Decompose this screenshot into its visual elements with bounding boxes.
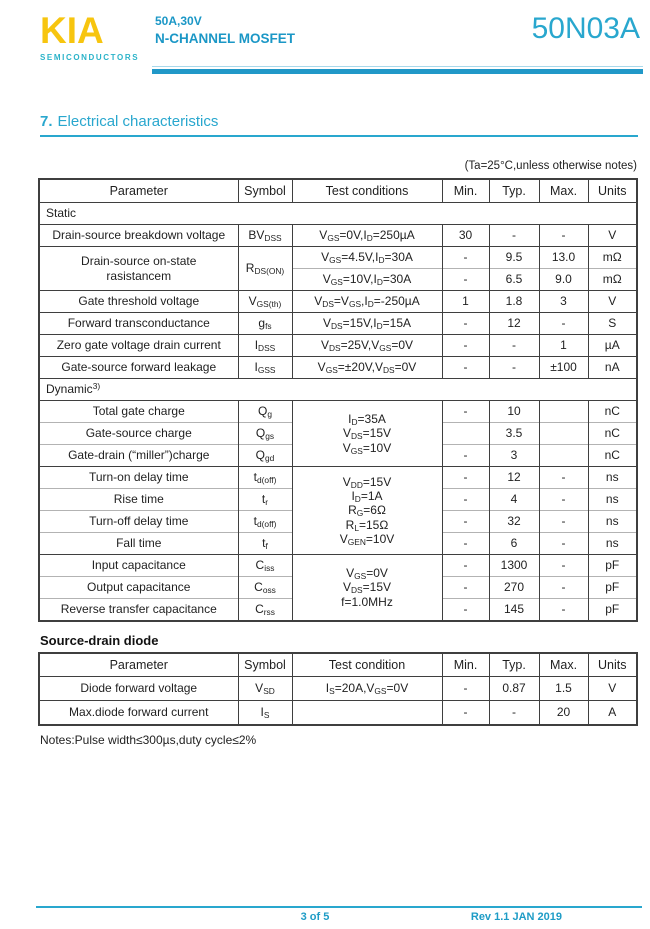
cell-min: - bbox=[442, 511, 489, 533]
cell-test-conditions: $V_{DS}=15V,I_D=15A$ bbox=[292, 313, 442, 335]
table-row bbox=[39, 247, 637, 269]
cell-min: 30 bbox=[442, 225, 489, 247]
cell-symbol: $t_{d(off)}$ bbox=[238, 467, 292, 489]
cell-min: - bbox=[442, 445, 489, 467]
cell-symbol: $I_{DSS}$ bbox=[238, 335, 292, 357]
cell-test-conditions bbox=[292, 701, 442, 726]
section-heading-text: Electrical characteristics bbox=[57, 113, 219, 130]
table-row bbox=[39, 555, 637, 577]
kia-logo-subtext: SEMICONDUCTORS bbox=[40, 53, 140, 62]
cell-min: - bbox=[442, 489, 489, 511]
cell-typ: 6 bbox=[489, 533, 539, 555]
footer-divider bbox=[36, 906, 642, 908]
cell-symbol: $I_{GSS}$ bbox=[238, 357, 292, 379]
cell-symbol: $C_{oss}$ bbox=[238, 577, 292, 599]
column-header-parameter: Parameter bbox=[39, 653, 238, 677]
cell-typ: 1300 bbox=[489, 555, 539, 577]
cell-min: - bbox=[442, 269, 489, 291]
cell-symbol: $C_{rss}$ bbox=[238, 599, 292, 622]
column-header-testcondition: Test condition bbox=[292, 653, 442, 677]
cell-min: - bbox=[442, 247, 489, 269]
cell-units: V bbox=[588, 225, 637, 247]
cell-parameter: Gate-source forward leakage bbox=[39, 357, 238, 379]
cell-units: mΩ bbox=[588, 269, 637, 291]
cell-parameter: Turn-on delay time bbox=[39, 467, 238, 489]
cell-test-conditions: $V_{GS}=\pm 20V,V_{DS}=0V$ bbox=[292, 357, 442, 379]
cell-max: 9.0 bbox=[539, 269, 588, 291]
table-row bbox=[39, 401, 637, 423]
header-rule-thick bbox=[152, 69, 643, 74]
cell-parameter: Gate-source charge bbox=[39, 423, 238, 445]
cell-max: - bbox=[539, 533, 588, 555]
notes-line: Notes:Pulse width≤300µs,duty cycle≤2% bbox=[40, 733, 257, 747]
cell-test-conditions: $I_D=35A$ $V_{DS}=15V$ $V_{GS}=10V$ bbox=[292, 401, 442, 467]
column-header-units: Units bbox=[588, 653, 637, 677]
cell-parameter: Reverse transfer capacitance bbox=[39, 599, 238, 622]
cell-typ: - bbox=[489, 357, 539, 379]
cell-units: V bbox=[588, 291, 637, 313]
cell-min: 1 bbox=[442, 291, 489, 313]
column-header-typ: Typ. bbox=[489, 653, 539, 677]
cell-min: - bbox=[442, 555, 489, 577]
cell-test-conditions: $V_{GS}=10V,I_D=30A$ bbox=[292, 269, 442, 291]
column-header-units: Units bbox=[588, 179, 637, 203]
table-header-row bbox=[39, 179, 637, 203]
cell-parameter: Zero gate voltage drain current bbox=[39, 335, 238, 357]
cell-symbol: $BV_{DSS}$ bbox=[238, 225, 292, 247]
cell-units: µA bbox=[588, 335, 637, 357]
part-number: 50N03A bbox=[531, 12, 640, 45]
cell-max: 20 bbox=[539, 701, 588, 726]
cell-max bbox=[539, 423, 588, 445]
cell-typ: 3.5 bbox=[489, 423, 539, 445]
column-header-parameter: Parameter bbox=[39, 179, 238, 203]
cell-typ: 10 bbox=[489, 401, 539, 423]
cell-symbol: $Q_{gs}$ bbox=[238, 423, 292, 445]
page-number: 3 of 5 bbox=[300, 911, 330, 923]
section-label: Dynamic$^{3)}$ bbox=[39, 379, 637, 401]
cell-min: - bbox=[442, 533, 489, 555]
cell-typ: 0.87 bbox=[489, 677, 539, 701]
cell-symbol: $Q_{gd}$ bbox=[238, 445, 292, 467]
cell-test-conditions: $V_{DS}=V_{GS},I_D=-250\mu A$ bbox=[292, 291, 442, 313]
cell-symbol: $t_r$ bbox=[238, 489, 292, 511]
cell-parameter: Rise time bbox=[39, 489, 238, 511]
column-header-testconditions: Test conditions bbox=[292, 179, 442, 203]
table-row bbox=[39, 467, 637, 489]
cell-symbol: $t_{d(off)}$ bbox=[238, 511, 292, 533]
cell-units: S bbox=[588, 313, 637, 335]
cell-units: A bbox=[588, 701, 637, 726]
cell-max: - bbox=[539, 313, 588, 335]
header-rule-thin bbox=[152, 66, 643, 67]
cell-max: - bbox=[539, 577, 588, 599]
cell-parameter: Total gate charge bbox=[39, 401, 238, 423]
table-row bbox=[39, 677, 637, 701]
cell-max: ±100 bbox=[539, 357, 588, 379]
cell-units: V bbox=[588, 677, 637, 701]
cell-parameter: Gate threshold voltage bbox=[39, 291, 238, 313]
cell-max bbox=[539, 401, 588, 423]
cell-typ: 32 bbox=[489, 511, 539, 533]
cell-units: nC bbox=[588, 401, 637, 423]
cell-parameter: Output capacitance bbox=[39, 577, 238, 599]
cell-test-conditions: $V_{GS}=0V,I_D=250\mu A$ bbox=[292, 225, 442, 247]
cell-typ: 3 bbox=[489, 445, 539, 467]
column-header-max: Max. bbox=[539, 179, 588, 203]
cell-parameter: Drain-source on-state rasistancem bbox=[39, 247, 238, 291]
device-type: N-CHANNEL MOSFET bbox=[155, 31, 295, 46]
cell-typ: 4 bbox=[489, 489, 539, 511]
source-drain-diode-title: Source-drain diode bbox=[40, 633, 159, 648]
cell-units: pF bbox=[588, 555, 637, 577]
cell-units: pF bbox=[588, 599, 637, 622]
revision-label: Rev 1.1 JAN 2019 bbox=[470, 911, 562, 923]
cell-units: ns bbox=[588, 511, 637, 533]
cell-max: 13.0 bbox=[539, 247, 588, 269]
column-header-symbol: Symbol bbox=[238, 653, 292, 677]
condition-note: (Ta=25°C,unless otherwise notes) bbox=[464, 160, 637, 172]
column-header-max: Max. bbox=[539, 653, 588, 677]
table-row bbox=[39, 701, 637, 726]
cell-units: ns bbox=[588, 533, 637, 555]
cell-max: - bbox=[539, 467, 588, 489]
cell-typ: - bbox=[489, 701, 539, 726]
cell-symbol: $I_S$ bbox=[238, 701, 292, 726]
column-header-min: Min. bbox=[442, 653, 489, 677]
section-title bbox=[40, 113, 638, 137]
cell-test-conditions: $V_{GS}=0V$ $V_{DS}=15V$ f=1.0MHz bbox=[292, 555, 442, 622]
cell-units: nC bbox=[588, 423, 637, 445]
cell-max: 1.5 bbox=[539, 677, 588, 701]
table-row bbox=[39, 357, 637, 379]
section-row bbox=[39, 203, 637, 225]
table-row bbox=[39, 291, 637, 313]
cell-symbol: $g_{fs}$ bbox=[238, 313, 292, 335]
cell-min: - bbox=[442, 677, 489, 701]
cell-parameter: Diode forward voltage bbox=[39, 677, 238, 701]
cell-symbol: $V_{GS(th)}$ bbox=[238, 291, 292, 313]
cell-parameter: Input capacitance bbox=[39, 555, 238, 577]
cell-min: - bbox=[442, 335, 489, 357]
cell-min: - bbox=[442, 701, 489, 726]
cell-typ: 6.5 bbox=[489, 269, 539, 291]
table-header-row bbox=[39, 653, 637, 677]
table-row bbox=[39, 335, 637, 357]
section-row bbox=[39, 379, 637, 401]
cell-test-conditions: $I_S=20A,V_{GS}=0V$ bbox=[292, 677, 442, 701]
cell-units: pF bbox=[588, 577, 637, 599]
cell-symbol: $t_f$ bbox=[238, 533, 292, 555]
cell-parameter: Drain-source breakdown voltage bbox=[39, 225, 238, 247]
column-header-symbol: Symbol bbox=[238, 179, 292, 203]
cell-typ: 12 bbox=[489, 313, 539, 335]
cell-min: - bbox=[442, 357, 489, 379]
cell-min: - bbox=[442, 313, 489, 335]
cell-test-conditions: $V_{GS}=4.5V,I_D=30A$ bbox=[292, 247, 442, 269]
cell-typ: - bbox=[489, 225, 539, 247]
column-header-min: Min. bbox=[442, 179, 489, 203]
cell-max: - bbox=[539, 511, 588, 533]
cell-min bbox=[442, 423, 489, 445]
cell-max: - bbox=[539, 225, 588, 247]
kia-logo-text: KIA bbox=[40, 10, 104, 51]
section-label: Static bbox=[39, 203, 637, 225]
cell-parameter: Fall time bbox=[39, 533, 238, 555]
cell-min: - bbox=[442, 467, 489, 489]
table-row bbox=[39, 225, 637, 247]
cell-max: - bbox=[539, 599, 588, 622]
cell-parameter: Max.diode forward current bbox=[39, 701, 238, 726]
cell-typ: 270 bbox=[489, 577, 539, 599]
cell-parameter: Gate-drain (“miller”)charge bbox=[39, 445, 238, 467]
cell-max: 1 bbox=[539, 335, 588, 357]
cell-min: - bbox=[442, 577, 489, 599]
cell-max: - bbox=[539, 489, 588, 511]
cell-symbol: $C_{iss}$ bbox=[238, 555, 292, 577]
cell-symbol: $V_{SD}$ bbox=[238, 677, 292, 701]
cell-max bbox=[539, 445, 588, 467]
cell-units: ns bbox=[588, 467, 637, 489]
cell-units: nA bbox=[588, 357, 637, 379]
cell-min: - bbox=[442, 401, 489, 423]
cell-units: nC bbox=[588, 445, 637, 467]
cell-parameter: Forward transconductance bbox=[39, 313, 238, 335]
cell-parameter: Turn-off delay time bbox=[39, 511, 238, 533]
cell-symbol: $Q_g$ bbox=[238, 401, 292, 423]
cell-typ: 12 bbox=[489, 467, 539, 489]
cell-min: - bbox=[442, 599, 489, 622]
cell-typ: 145 bbox=[489, 599, 539, 622]
cell-units: ns bbox=[588, 489, 637, 511]
source-drain-diode-table bbox=[38, 652, 638, 726]
cell-units: mΩ bbox=[588, 247, 637, 269]
device-description bbox=[155, 14, 295, 48]
cell-typ: - bbox=[489, 335, 539, 357]
cell-max: 3 bbox=[539, 291, 588, 313]
kia-logo bbox=[40, 12, 139, 62]
electrical-characteristics-table bbox=[38, 178, 638, 622]
cell-test-conditions: $V_{DD}=15V$ $I_D=1A$ $R_G=6\Omega$ $R_L=15\Omega$ $V_{GEN}=10V$ bbox=[292, 467, 442, 555]
cell-symbol: $R_{DS(ON)}$ bbox=[238, 247, 292, 291]
column-header-typ: Typ. bbox=[489, 179, 539, 203]
cell-max: - bbox=[539, 555, 588, 577]
cell-typ: 1.8 bbox=[489, 291, 539, 313]
table-row bbox=[39, 313, 637, 335]
cell-test-conditions: $V_{DS}=25V,V_{GS}=0V$ bbox=[292, 335, 442, 357]
device-rating: 50A,30V bbox=[155, 14, 202, 28]
section-number: 7. bbox=[40, 113, 53, 130]
cell-typ: 9.5 bbox=[489, 247, 539, 269]
